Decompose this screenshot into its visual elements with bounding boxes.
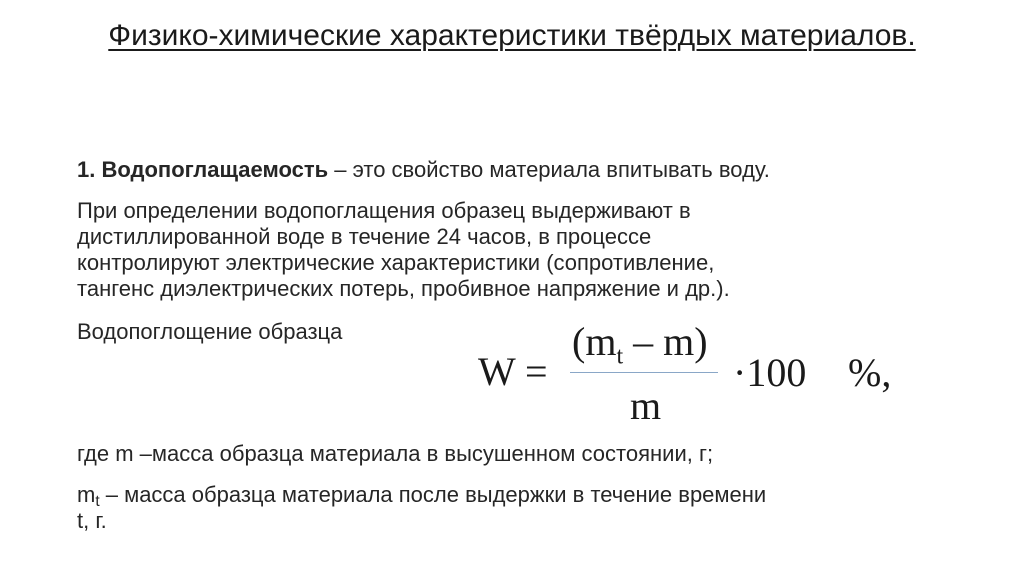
where-mt-text: – масса образца материала после выдержки в течение времени <box>99 482 767 507</box>
fraction-bar <box>570 372 718 373</box>
procedure-line-4: тангенс диэлектрических потерь, пробивное напряжение и др.). <box>77 276 730 301</box>
procedure-line-2: дистиллированной воде в течение 24 часов, в процессе <box>77 224 652 249</box>
formula-numerator-rest: – m) <box>623 319 708 364</box>
slide-title: Физико-химические характеристики твёрдых материалов. <box>108 19 916 52</box>
where-mt-sub: t <box>95 492 100 510</box>
definition-line <box>77 157 770 183</box>
formula-numerator <box>572 319 708 370</box>
where-mt <box>77 482 766 515</box>
formula-unit: %, <box>848 350 892 395</box>
where-mt-symbol: m <box>77 482 96 507</box>
where-mt-cont: t, г. <box>77 508 107 533</box>
formula-multiplier: ·100 <box>733 350 807 395</box>
procedure-line-3: контролируют электрические характеристики (сопротивление, <box>77 250 715 275</box>
definition-text: – это свойство материала впитывать воду. <box>328 157 770 182</box>
formula-lhs: W = <box>478 349 548 394</box>
formula-denominator: m <box>630 383 662 428</box>
definition-number: 1. <box>77 157 96 182</box>
procedure-line-1: При определении водопоглащения образец выдерживают в <box>77 198 691 223</box>
definition-term: Водопоглащаемость <box>101 157 329 182</box>
where-m: где m –масса образца материала в высушенном состоянии, г; <box>77 441 714 466</box>
formula-numerator-open: (m <box>572 319 617 364</box>
formula-intro: Водопоглощение образца <box>77 319 343 344</box>
formula-numerator-sub: t <box>616 343 624 370</box>
